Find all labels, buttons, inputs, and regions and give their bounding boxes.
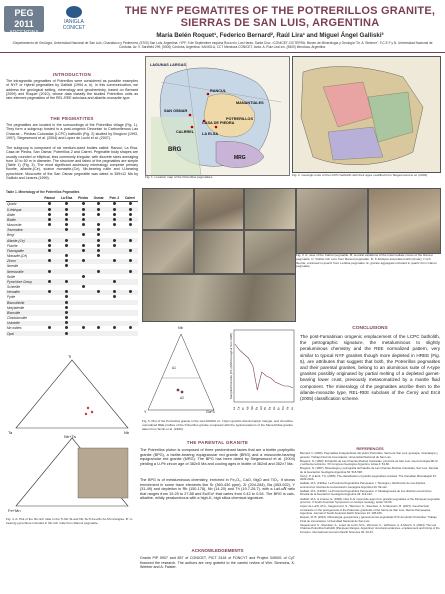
presence-dot-icon [65, 332, 68, 335]
discrim-right-label: Ga*3 [206, 410, 215, 414]
discrim-point-2 [181, 391, 184, 394]
map-svg [146, 57, 289, 175]
presence-dot-icon [82, 285, 85, 288]
discrimination-chart [142, 326, 220, 416]
map-label-brg: BRG [168, 147, 182, 153]
mineral-name: Bismuthinite [6, 300, 41, 305]
presence-dot-icon [113, 326, 116, 329]
peg-logo [4, 6, 44, 36]
presence-dot-icon [65, 259, 68, 262]
presence-dot-icon [129, 259, 132, 262]
mineral-name: Albite [7, 212, 15, 217]
map-label-san-osmar: SAN OSMAR [164, 109, 188, 113]
presence-dot-icon [97, 208, 100, 211]
presence-dot-icon [129, 202, 132, 205]
table-row [6, 331, 138, 336]
reference-item: Galliski, M.A. (1994a). La Provincia Pegmatítica Pampeana. I: Tipología y distribución de sus distritos económicos. Revista de la Asociación Geológica Argentina 49: 99-112. [300, 481, 426, 489]
presence-dot-icon [65, 290, 68, 293]
location-map [145, 56, 290, 176]
pegmatites-text-1: The pegmatites are located in the surroundings of the Potrerillos village (Fig. 1). They form a subgroup hosted in a post-orogenic Devonian to Carboniferous Las Chacras – Piedras Coloradas (LCPC) batholith (Fig. 2) studied by Brogioni (1993, 1997), Siegesmund et al. (2004) and López de Luchi et al. (2007). [6, 123, 138, 140]
occurrence-cell [91, 331, 107, 336]
mineral-name: Tourmaline [6, 228, 41, 233]
presence-dot-icon [113, 244, 116, 247]
ree-tick-label: Nd [246, 406, 250, 410]
fig2-caption: Fig. 2. Geologic units of the LCPC batholith with their ages modified from Siegesmund et al. (2004). [292, 173, 429, 177]
presence-dot-icon [129, 223, 132, 226]
fig2-svg [293, 57, 440, 172]
discrim-field-a1: A1 [172, 366, 176, 370]
mineral-name: Uraninite [6, 321, 41, 326]
presence-dot-icon [82, 218, 85, 221]
mineralogy-table [6, 196, 138, 336]
ianigla-logo [54, 6, 94, 32]
presence-dot-icon [97, 239, 100, 242]
photo-g [194, 230, 244, 274]
reference-item: Galliski, M.A. & Linares, E. (1999). New K-Ar muscovite ages from granitic pegmatites of the Pampean pegmatite province. II South American Symposium on Isotope Geology, Actas: 63-66. [300, 496, 440, 505]
presence-dot-icon [65, 295, 68, 298]
presence-dot-icon [65, 244, 68, 247]
photo-a-calrrel [142, 188, 194, 230]
presence-dot-icon [48, 290, 51, 293]
discrim-svg [142, 326, 220, 416]
presence-dot-icon [48, 259, 51, 262]
presence-dot-icon [82, 213, 85, 216]
presence-dot-icon [65, 254, 68, 257]
conclusions-text: The post-Famatinian orogenic emplacement of the LCPC batholith, the petrographic signature, the metaluminous to slightly peraluminous chemistry and the REE normalized pattern, very similar to typical NYF granites though more depleted in HREE (Fig. 5), are attributes that suggest that both, the Potrerillos pegmatites and their parental granites, belong to an aluminous suite of A-type granites possibly originated by partial melting of a depleted garnet-bearing lower crust, previously metasomatized by a mantle fluid component. The mineralogy of the pegmatites ascribe them to the allanite-monazite type, REL-REE subclass of the Černý and Ercit (2005) classification scheme. [300, 334, 440, 402]
mineral-name: Ilmenite [7, 264, 19, 269]
presence-dot-icon [48, 249, 51, 252]
poster-header [0, 0, 445, 40]
presence-dot-icon [65, 311, 68, 314]
presence-dot-icon [65, 239, 68, 242]
photo-d-la-elsa [296, 188, 368, 254]
map-label-mrg: MRG [234, 155, 246, 161]
fig4-caption: Fig. 4. A: Plot of the Nb-rich rutile in the Ti-Nb-Ta and Nb-Ta-Ti-Fe+Mn Fe-Mn triangles. B: U-bearing pyrochlore included in Nb-rich rutile from Rancul pegmatite. [6, 517, 133, 525]
authors: María Belén Roquet¹, Federico Bernard², Raúl Lira¹ and Miguel Ángel Galliski³ [156, 32, 384, 39]
table-header-cell: La Elsa [58, 196, 75, 201]
photo-b-rancul [194, 188, 244, 230]
title-line-2: SIERRAS DE SAN LUIS, ARGENTINA [180, 17, 380, 29]
references-list [300, 452, 440, 535]
mineral-name: Zircon [6, 259, 41, 264]
reference-item: Roquet, M. B. (2010). Mineralogía, geoquímica y génesis de las pegmatitas NYF del plutón Potrerillos. Trabajo Final de Licenciatura, Universidad Nacional de San Luis. [300, 515, 437, 523]
header-divider [0, 52, 445, 53]
ternary-top-triangle [16, 360, 128, 428]
mineral-name: Pyrite [7, 295, 16, 300]
ree-profile-line [235, 344, 293, 390]
ree-tick-label: Dy [268, 406, 272, 410]
ree-tick-label: Sm [250, 406, 254, 410]
presence-dot-icon [65, 280, 68, 283]
presence-dot-icon [129, 239, 132, 242]
presence-dot-icon [82, 208, 85, 211]
presence-dot-icon [97, 326, 100, 329]
mineral-name: Molybdenite [7, 305, 25, 310]
presence-dot-icon [65, 321, 68, 324]
reference-item: López de Luchi, M.G., Siegesmund, S., Wemmer, K., Steenken, A. & Naumann, R. (2007). Geochemical constraints on the petrogenesis of the Paleozoic granitoids of the Sierra de San Luis, Sierras Pampeanas, Argentina. Journal of South American Earth Sciences 24: 138-166. [300, 504, 431, 516]
table-header-cell: Calrrel [122, 196, 138, 201]
presence-dot-icon [113, 239, 116, 242]
ternary-right2-label: Nb+Ta [64, 434, 76, 439]
presence-dot-icon [113, 290, 116, 293]
affiliations: ¹Departamento de Geología, Universidad Nacional de San Luis, Chacabuco y Pedernera, (5700) San Luis, Argentina. ²YPF, 9 de Septiembre esquina Roca s/n, Las Heras, Santa Cruz. ³CONICET-CICTERRA, Museo de Mineralogía y Geología "Dr. A. Stelzner", F.C.E.F y N. Universidad Nacional de Córdoba. Av. V. Sarsfield 299, (5000) Córdoba, Argentina. ³IANIGLA, CCT Mendoza CONICET, Avda. A. Ruiz Leal s/n, (5500) Mendoza, Argentina. [12, 41, 433, 49]
parental-text-1: The Potrerillos pluton is composed of three predominant facies that are a biotite porphyritic granite (BPG), a biotite-bearing equigranular red granite (BRG) and a muscovite-bearing equigranular red granite (MRG). The BPG has been dated by Siegesmund et al. (2004) yielding a U-Pb zircon age of 382±5 Ma and cooling ages in biotite of 362±8 and 352±7 Ma. [140, 448, 295, 466]
peg-logo-line1: PEG 2011 [14, 8, 34, 29]
conclusions-heading: CONCLUSIONS [352, 326, 388, 331]
map-label-rancul: RANCUL [210, 89, 227, 93]
ternary-left2-label: Fe+Mn [8, 508, 21, 513]
geologic-units-figure [292, 56, 441, 173]
presence-dot-icon [113, 280, 116, 283]
mineral-name: Muscovite [7, 223, 22, 228]
ternary-right-label: Nb [124, 430, 130, 435]
reference-item: Černý, P. & Ercit, T.S. (2005). The classification of granitic pegmatites revisited. The Canadian Mineralogist 43: 2005-2026. [300, 473, 437, 482]
presence-dot-icon [113, 213, 116, 216]
title-line-1: THE NYF PEGMATITES OF THE POTRERILLOS GRANITE, [124, 5, 436, 17]
presence-dot-icon [48, 270, 51, 273]
map-label-casa-piedra: CASA DE PIEDRA [202, 121, 235, 125]
mineral-name: Quartz [7, 202, 17, 207]
calrrel-point [191, 126, 194, 129]
presence-dot-icon [82, 202, 85, 205]
presence-dot-icon [97, 254, 100, 257]
discrim-point-1 [177, 389, 180, 392]
pegmatites-heading: THE PEGMATITES [50, 116, 94, 121]
presence-dot-icon [113, 218, 116, 221]
intro-text: The intragranitic pegmatites of Potrerillos were considered as possible examples of NYF or Hybrid pegmatites by Galliski (1994 a, b). In this communication, we address the geological setting, mineralogy and geochemistry, based on Bernard (2009) and Roquet (2010), whose data classify the studied Potrerillos units as rare-element pegmatites of the REL-REE subclass and allanite-monazite type. [6, 79, 138, 101]
pyrochlore-photo [78, 448, 128, 498]
presence-dot-icon [97, 228, 100, 231]
ree-svg [222, 326, 296, 416]
table-header-cell: Rancul [41, 196, 58, 201]
presence-dot-icon [97, 270, 100, 273]
presence-dot-icon [82, 275, 85, 278]
presence-dot-icon [65, 223, 68, 226]
reference-item: Galliski, M.A. (1994b). La Provincia Pegmatítica Pampeana. II: Metalogénesis de sus distritos económicos. Revista de la Asociación Geológica Argentina 49: 113-122. [300, 488, 433, 497]
mineral-name: Opal [6, 331, 41, 336]
san-osmar-point [189, 114, 192, 117]
pegmatites-text-2: The subgroup is composed of six medium-sized bodies called: Rancul, La Elsa, Casa de Piedra, San Osmar, Potrerillos 2 and Calrrel. Pegmatite body shapes are usually rounded or elliptical, less commonly irregular, with discrete sizes averaging from 10 to 50 m in diameter. The structure and fabric of the pegmatites are simple (Table 1) (Fig. 3). The most significant accessory mineralogy comprise primary fluorite, allanite-(Ce), scarce monazite-(Ce), Nb-bearing rutile and U-bearing pyrochlore. Muscovite of the San Osmar pegmatite was dated in 359±12 Ma by Galliski and Linares (1999). [6, 146, 138, 181]
ianigla-logo-text: IANIGLA CONICET [62, 19, 86, 31]
presence-dot-icon [129, 218, 132, 221]
map-label-manantiales: MANANTIALES [236, 101, 264, 105]
peg-logo-line2: ARGENTINA [9, 30, 39, 36]
presence-dot-icon [82, 223, 85, 226]
presence-dot-icon [48, 223, 51, 226]
presence-dot-icon [113, 208, 116, 211]
ternary-left-label: Ta [8, 430, 13, 435]
discrim-field-a2: A2 [180, 396, 184, 400]
ree-tick-label: La [233, 407, 236, 410]
map-label-potrerillos: POTRERILLOS [226, 117, 254, 121]
ree-tick-label: Yb [286, 406, 290, 410]
occurrence-cell [75, 331, 90, 336]
reference-item: Brogioni, N. (1993). El batolito de Las Chacras-Piedras Coloradas, provincia de San Luis. Geocronología Rb-Sr y ambiente tectónico. XII Congreso Geológico Argentino, Actas 4: 54-60. [300, 458, 438, 467]
presence-dot-icon [48, 202, 51, 205]
presence-dot-icon [97, 223, 100, 226]
photo-c-core [244, 188, 296, 230]
ree-tick-label: Ho [273, 406, 277, 410]
ack-text: Grants PIP 5907 and 857 of CONICET, PICT 2418 of FONCYT and Project 349001 of CyT financed the research. The authors are very grateful to the careful review of Wm. Simmons, K. Webber and A. Falster. [140, 556, 295, 569]
ternary-point-3 [85, 413, 87, 415]
presence-dot-icon [129, 326, 132, 329]
mineral-name: Fluorapatite [6, 248, 41, 253]
ree-plot-frame [234, 330, 294, 402]
ree-y-label: Sample/Chondrite (C1) (McDonough & Sun 1995) [229, 332, 233, 400]
references-heading: REFERENCES [356, 446, 384, 451]
intro-heading: INTRODUCTION [52, 72, 92, 77]
presence-dot-icon [113, 295, 116, 298]
presence-dot-icon [65, 306, 68, 309]
mineral-name: Beryl [7, 233, 15, 238]
ternary-top-label: Ti [68, 354, 72, 359]
presence-dot-icon [82, 326, 85, 329]
presence-dot-icon [65, 218, 68, 221]
presence-dot-icon [65, 301, 68, 304]
presence-dot-icon [113, 223, 116, 226]
occurrence-cell [58, 331, 75, 336]
parental-text-2: The BPG is of metaluminous chemistry, enriched in Fe₂O₃, CaO, MgO and TiO₂. It shows enrichment in some trace elements like Sr (360-430 ppm), Zr (204-284), Ba (453-922), Y (31-49) and depletion in Rb (150-178), Nb (14-20) and Th (19.7-26.7), with a La/Lu𝘕 ratio that ranges from 19.25 to 27.88 and Eu/Eu* that varies from 0.42 to 0.54. The BRG is calc-alkaline, mildly peraluminous with a high-K, high silica chemical signature. [140, 478, 295, 501]
ree-tick-label: Pr [241, 407, 245, 410]
presence-dot-icon [97, 249, 100, 252]
mineral-name: K-feldspar [6, 207, 41, 212]
mineral-name: Clinobismutite [7, 316, 28, 321]
mineral-name: Monazite-(Ce) [7, 254, 28, 259]
presence-dot-icon [48, 218, 51, 221]
presence-dot-icon [48, 326, 51, 329]
photo-h [244, 230, 296, 274]
photo-f [142, 230, 194, 274]
table-caption: Table 1. Mineralogy of the Potrerillos Pegmatites [6, 190, 80, 194]
fig1-caption: Fig. 1. Location map of the Potrerillos pegmatites. [145, 175, 214, 179]
discrim-top-label: Nb [178, 326, 183, 330]
mineral-name: Allanite-(Ce) [6, 238, 41, 243]
mineral-name: Scheelite [7, 285, 21, 290]
presence-dot-icon [82, 244, 85, 247]
presence-dot-icon [48, 244, 51, 247]
fig2-unit-purple [328, 127, 383, 160]
presence-dot-icon [82, 259, 85, 262]
mineral-name: Pyrochlore Group [6, 279, 41, 284]
ree-tick-label: Eu [255, 406, 259, 410]
presence-dot-icon [65, 202, 68, 205]
presence-dot-icon [113, 259, 116, 262]
occurrence-cell [107, 331, 122, 336]
ree-tick-label: Ce [237, 406, 241, 410]
presence-dot-icon [129, 213, 132, 216]
table-header-cell: Potr. 2 [107, 196, 122, 201]
reference-item: Siegesmund, S., Steenken, A., López de Luchi, M.G., Wemmer, K., Hoffmann, A. & Mosch, S. (2004). The Las Chacras-Potrerillos batholith (Pampean Ranges, Argentina): structural evidences, emplacement and timing of the intrusion. International Journal of Earth Sciences 93: 23-43. [300, 522, 440, 534]
presence-dot-icon [48, 280, 51, 283]
presence-dot-icon [65, 213, 68, 216]
parental-heading: THE PARENTAL GRANITE [186, 440, 249, 445]
occurrence-cell [122, 331, 138, 336]
fig4-ternary-chart [8, 356, 136, 514]
map-label-la-elsa: LA ELSA [202, 132, 219, 136]
presence-dot-icon [113, 202, 116, 205]
fig5-caption: Fig. 5. Plot of the Potrerillos granite in the Ga×1000/Al vs. Y/ppm granitic discrimination triangle, and chondrite-normalized REE profiles of the Potrerillos granite compared with the typical patterns of the Mesa Rubia granite taken from Smith et al. (1996). [142, 419, 294, 431]
mineral-name: Ilmenorutile [6, 269, 41, 274]
presence-dot-icon [65, 316, 68, 319]
ack-heading: ACKNOWLEDGEMENTS [191, 548, 244, 553]
reference-item: Bernard, F. (2009). Pegmatitas intragraníticas del plutón Potrerillos, Sierra de San Luis: geología, mineralogía y génesis. Trabajo Final de Licenciatura, Universidad Nacional de San Luis. [300, 451, 438, 459]
presence-dot-icon [97, 233, 100, 236]
presence-dot-icon [129, 290, 132, 293]
presence-dot-icon [65, 326, 68, 329]
table-header-cell: Osmar [91, 196, 107, 201]
table-header-cell: Piedra [75, 196, 90, 201]
ree-tick-label: Er [277, 407, 281, 410]
photo-i-panorama [142, 274, 296, 322]
presence-dot-icon [48, 239, 51, 242]
presence-dot-icon [129, 249, 132, 252]
mineral-name: Hematite [6, 290, 41, 295]
presence-dot-icon [82, 249, 85, 252]
presence-dot-icon [97, 244, 100, 247]
presence-dot-icon [97, 202, 100, 205]
ree-tick-label: Tb [264, 406, 268, 410]
presence-dot-icon [65, 228, 68, 231]
mineral-name: Mn oxides [7, 326, 22, 331]
map-label-calrrel: CALRREL [176, 130, 195, 134]
ternary-point-2 [91, 411, 93, 413]
mineral-name: Biotite [6, 217, 41, 222]
poster-title [120, 5, 440, 29]
presence-dot-icon [129, 208, 132, 211]
ternary-point-1 [87, 407, 89, 409]
reference-item: Brogioni, N. (1997). Mineralogía y petrografía del batolito de Las Chacras-Piedras Coloradas, San Luis. Revista de la Asociación Geológica Argentina 52: 515-538. [300, 466, 439, 474]
lagunas-area [151, 117, 201, 175]
fig3-caption: Fig. 3. A: view of the Calrrel pegmatite. B: textural variations of the intermediate zones of the Rancul pegmatite. C: Visible rich core from Rancul pegmatite. D: K-feldspar associated with primary Y-rich fluorite, enclosed in quartz from La Elsa pegmatite. E: granite aggregate included in quartz from Calrrel pegmatite. [296, 253, 437, 269]
rancul-point [207, 93, 210, 96]
ree-chart [222, 326, 296, 416]
discrim-left-label: Y [144, 410, 147, 414]
occurrence-cell [41, 331, 58, 336]
mineral-name: Fluorite [7, 243, 18, 248]
ree-tick-label: Gd [259, 406, 263, 410]
mineral-name: Rutile [7, 274, 16, 279]
presence-dot-icon [97, 213, 100, 216]
la-elsa-point [215, 126, 218, 129]
mineral-name: Bismutite [6, 310, 41, 315]
photo-e-aggregate [368, 188, 441, 254]
ree-tick-label: Tm [282, 406, 286, 410]
presence-dot-icon [129, 270, 132, 273]
ree-tick-label: Lu [291, 407, 294, 410]
presence-dot-icon [65, 264, 68, 267]
presence-dot-icon [82, 233, 85, 236]
presence-dot-icon [48, 208, 51, 211]
ianigla-mark-icon [66, 6, 82, 18]
presence-dot-icon [65, 208, 68, 211]
presence-dot-icon [48, 213, 51, 216]
map-label-lagunas: LAGUNAS LARGAS [150, 63, 186, 67]
presence-dot-icon [97, 290, 100, 293]
